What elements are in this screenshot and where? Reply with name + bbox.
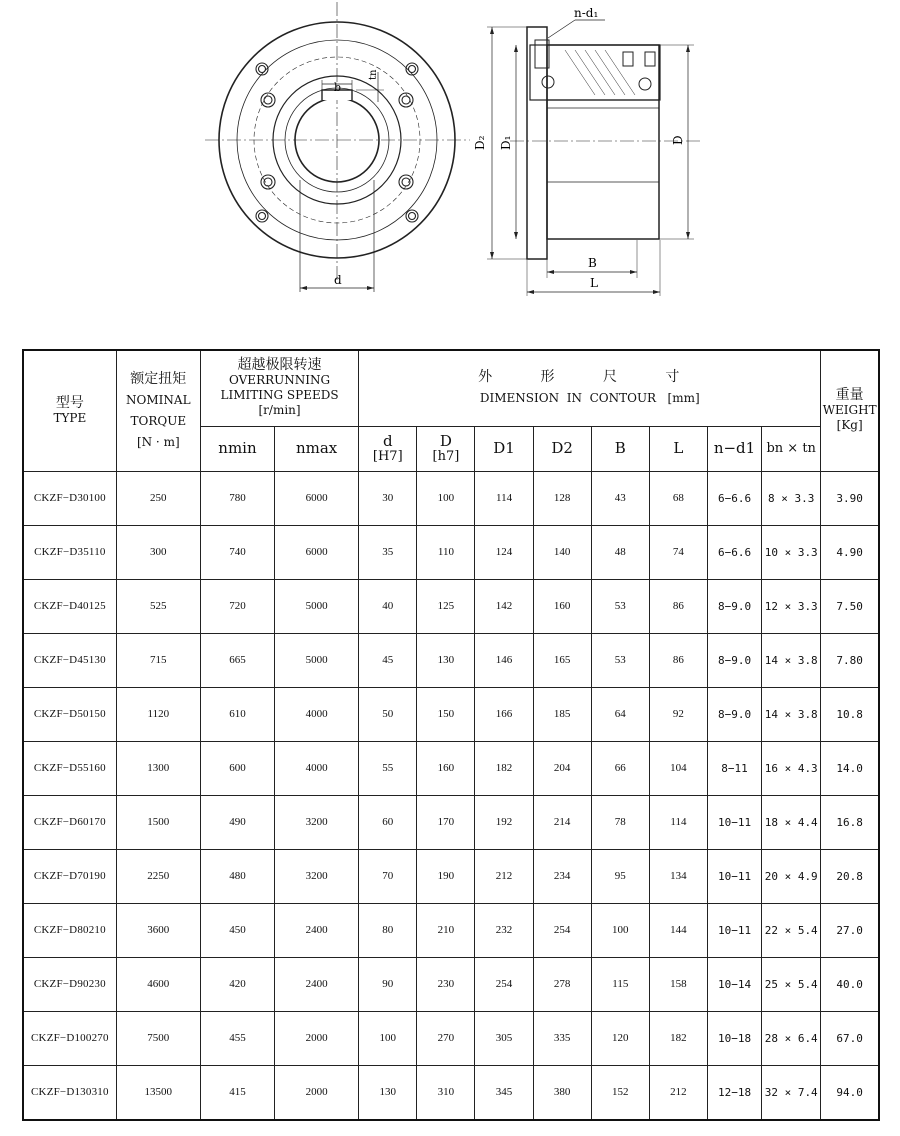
header-d: d [H7]	[359, 426, 417, 471]
cell-D2: 278	[533, 957, 591, 1011]
cell-type: CKZF−D60170	[23, 795, 116, 849]
cell-B: 64	[591, 687, 649, 741]
cell-nmin: 490	[200, 795, 274, 849]
cell-B: 100	[591, 903, 649, 957]
cell-type: CKZF−D70190	[23, 849, 116, 903]
cell-nmax: 6000	[275, 525, 359, 579]
cell-type: CKZF−D130310	[23, 1065, 116, 1120]
cell-B: 95	[591, 849, 649, 903]
cell-D1: 142	[475, 579, 533, 633]
cell-bt: 16 × 4.3	[762, 741, 821, 795]
cell-bt: 8 × 3.3	[762, 471, 821, 525]
cell-D: 230	[417, 957, 475, 1011]
cell-D2: 335	[533, 1011, 591, 1065]
cell-type: CKZF−D55160	[23, 741, 116, 795]
cell-d: 90	[359, 957, 417, 1011]
cell-D2: 140	[533, 525, 591, 579]
table-row	[23, 579, 879, 633]
cell-D: 150	[417, 687, 475, 741]
cell-B: 78	[591, 795, 649, 849]
drawing-svg	[0, 0, 900, 340]
cell-nmin: 420	[200, 957, 274, 1011]
cell-D2: 160	[533, 579, 591, 633]
cell-bt: 18 × 4.4	[762, 795, 821, 849]
cell-weight: 4.90	[821, 525, 879, 579]
cell-nd1: 10−18	[707, 1011, 761, 1065]
cell-d: 80	[359, 903, 417, 957]
header-nmin: nmin	[200, 426, 274, 471]
cell-D1: 124	[475, 525, 533, 579]
cell-L: 86	[649, 633, 707, 687]
cell-torque: 1120	[116, 687, 200, 741]
header-type: 型号 TYPE	[23, 350, 116, 471]
cell-D1: 192	[475, 795, 533, 849]
cell-nmin: 740	[200, 525, 274, 579]
table-row	[23, 1011, 879, 1065]
label-D2: D₂	[473, 135, 487, 150]
cell-torque: 7500	[116, 1011, 200, 1065]
cell-L: 134	[649, 849, 707, 903]
header-torque: 额定扭矩 NOMINAL TORQUE [N · m]	[116, 350, 200, 471]
cell-nmin: 600	[200, 741, 274, 795]
cell-nmax: 4000	[275, 687, 359, 741]
cell-nd1: 10−14	[707, 957, 761, 1011]
header-weight: 重量 WEIGHT [Kg]	[821, 350, 879, 471]
cell-D1: 232	[475, 903, 533, 957]
cell-weight: 67.0	[821, 1011, 879, 1065]
header-D1: D1	[475, 426, 533, 471]
cell-D2: 204	[533, 741, 591, 795]
cell-B: 152	[591, 1065, 649, 1120]
table-header	[23, 350, 879, 471]
cell-L: 86	[649, 579, 707, 633]
cell-nmax: 2000	[275, 1011, 359, 1065]
cell-B: 48	[591, 525, 649, 579]
cell-nmax: 5000	[275, 633, 359, 687]
cell-L: 144	[649, 903, 707, 957]
spec-table	[22, 349, 880, 1121]
label-nd1: n-d₁	[574, 6, 599, 20]
cell-weight: 10.8	[821, 687, 879, 741]
label-b: b	[334, 81, 342, 94]
cell-d: 100	[359, 1011, 417, 1065]
cell-nmax: 2000	[275, 1065, 359, 1120]
cell-nmax: 3200	[275, 849, 359, 903]
cell-D1: 212	[475, 849, 533, 903]
cell-bt: 10 × 3.3	[762, 525, 821, 579]
cell-nmax: 4000	[275, 741, 359, 795]
cell-type: CKZF−D80210	[23, 903, 116, 957]
cell-nmin: 415	[200, 1065, 274, 1120]
cell-D: 190	[417, 849, 475, 903]
cell-D: 210	[417, 903, 475, 957]
cell-d: 50	[359, 687, 417, 741]
table-row	[23, 957, 879, 1011]
cell-weight: 27.0	[821, 903, 879, 957]
cell-B: 66	[591, 741, 649, 795]
label-L: L	[590, 276, 598, 290]
cell-D: 125	[417, 579, 475, 633]
header-nd1: n−d1	[707, 426, 761, 471]
cell-type: CKZF−D90230	[23, 957, 116, 1011]
cell-weight: 20.8	[821, 849, 879, 903]
cell-nd1: 12−18	[707, 1065, 761, 1120]
cell-nmin: 480	[200, 849, 274, 903]
cell-d: 40	[359, 579, 417, 633]
cell-nd1: 8−11	[707, 741, 761, 795]
cell-D1: 305	[475, 1011, 533, 1065]
cell-weight: 40.0	[821, 957, 879, 1011]
label-D: D	[671, 135, 685, 145]
cell-d: 55	[359, 741, 417, 795]
cell-bt: 28 × 6.4	[762, 1011, 821, 1065]
label-d: d	[334, 273, 342, 287]
cell-nmax: 3200	[275, 795, 359, 849]
cell-L: 114	[649, 795, 707, 849]
cell-nmin: 450	[200, 903, 274, 957]
table-body	[23, 471, 879, 1120]
header-D: D [h7]	[417, 426, 475, 471]
table-row	[23, 1065, 879, 1120]
cell-d: 35	[359, 525, 417, 579]
cell-type: CKZF−D100270	[23, 1011, 116, 1065]
cell-nmin: 455	[200, 1011, 274, 1065]
cell-weight: 14.0	[821, 741, 879, 795]
cell-nd1: 6−6.6	[707, 525, 761, 579]
cell-B: 120	[591, 1011, 649, 1065]
cell-weight: 7.80	[821, 633, 879, 687]
cell-nd1: 8−9.0	[707, 633, 761, 687]
cell-D1: 345	[475, 1065, 533, 1120]
header-D2: D2	[533, 426, 591, 471]
cell-torque: 3600	[116, 903, 200, 957]
cell-nmax: 2400	[275, 957, 359, 1011]
cell-torque: 525	[116, 579, 200, 633]
cell-d: 30	[359, 471, 417, 525]
label-D1: D₁	[499, 135, 513, 150]
cell-nmax: 5000	[275, 579, 359, 633]
cell-nmin: 665	[200, 633, 274, 687]
cell-L: 212	[649, 1065, 707, 1120]
cell-D1: 146	[475, 633, 533, 687]
cell-D1: 254	[475, 957, 533, 1011]
cell-D2: 165	[533, 633, 591, 687]
cell-type: CKZF−D50150	[23, 687, 116, 741]
cell-bt: 22 × 5.4	[762, 903, 821, 957]
cell-bt: 32 × 7.4	[762, 1065, 821, 1120]
table-row	[23, 687, 879, 741]
cell-torque: 300	[116, 525, 200, 579]
cell-B: 53	[591, 633, 649, 687]
cell-weight: 7.50	[821, 579, 879, 633]
cell-D1: 166	[475, 687, 533, 741]
cell-D2: 128	[533, 471, 591, 525]
cell-type: CKZF−D40125	[23, 579, 116, 633]
cell-D: 170	[417, 795, 475, 849]
table-row	[23, 525, 879, 579]
cell-torque: 13500	[116, 1065, 200, 1120]
cell-D: 310	[417, 1065, 475, 1120]
header-B: B	[591, 426, 649, 471]
cell-nd1: 10−11	[707, 903, 761, 957]
cell-nmin: 720	[200, 579, 274, 633]
cell-torque: 1300	[116, 741, 200, 795]
cell-torque: 1500	[116, 795, 200, 849]
table-row	[23, 795, 879, 849]
table-row	[23, 741, 879, 795]
cell-weight: 16.8	[821, 795, 879, 849]
cell-nd1: 10−11	[707, 849, 761, 903]
cell-D1: 182	[475, 741, 533, 795]
cell-B: 43	[591, 471, 649, 525]
cell-weight: 3.90	[821, 471, 879, 525]
header-bt: bn × tn	[762, 426, 821, 471]
cell-type: CKZF−D30100	[23, 471, 116, 525]
label-B: B	[588, 256, 597, 270]
cell-nmin: 610	[200, 687, 274, 741]
cell-L: 74	[649, 525, 707, 579]
cell-L: 92	[649, 687, 707, 741]
header-dimension: 外 形 尺 寸 DIMENSION IN CONTOUR [mm]	[359, 350, 821, 426]
cell-torque: 4600	[116, 957, 200, 1011]
header-L: L	[649, 426, 707, 471]
cell-bt: 12 × 3.3	[762, 579, 821, 633]
table-row	[23, 903, 879, 957]
cell-d: 60	[359, 795, 417, 849]
table-row	[23, 849, 879, 903]
cell-d: 45	[359, 633, 417, 687]
cell-L: 182	[649, 1011, 707, 1065]
cell-B: 53	[591, 579, 649, 633]
cell-d: 130	[359, 1065, 417, 1120]
table-row	[23, 633, 879, 687]
cell-torque: 250	[116, 471, 200, 525]
cell-bt: 14 × 3.8	[762, 633, 821, 687]
header-nmax: nmax	[275, 426, 359, 471]
cell-nmax: 6000	[275, 471, 359, 525]
cell-D: 100	[417, 471, 475, 525]
cell-D: 130	[417, 633, 475, 687]
cell-D: 160	[417, 741, 475, 795]
cell-D2: 234	[533, 849, 591, 903]
cell-bt: 25 × 5.4	[762, 957, 821, 1011]
cell-D2: 380	[533, 1065, 591, 1120]
header-speed: 超越极限转速 OVERRUNNING LIMITING SPEEDS [r/min]	[200, 350, 358, 426]
side-view	[487, 20, 700, 296]
cell-nd1: 6−6.6	[707, 471, 761, 525]
cell-nd1: 10−11	[707, 795, 761, 849]
cell-bt: 14 × 3.8	[762, 687, 821, 741]
cell-D: 110	[417, 525, 475, 579]
cell-D1: 114	[475, 471, 533, 525]
cell-d: 70	[359, 849, 417, 903]
cell-L: 68	[649, 471, 707, 525]
cell-nmax: 2400	[275, 903, 359, 957]
cell-torque: 715	[116, 633, 200, 687]
label-tn: tn	[368, 69, 379, 80]
cell-L: 158	[649, 957, 707, 1011]
cell-B: 115	[591, 957, 649, 1011]
table-row	[23, 471, 879, 525]
cell-nd1: 8−9.0	[707, 687, 761, 741]
cell-D2: 214	[533, 795, 591, 849]
cell-torque: 2250	[116, 849, 200, 903]
cell-nmin: 780	[200, 471, 274, 525]
cell-nd1: 8−9.0	[707, 579, 761, 633]
cell-bt: 20 × 4.9	[762, 849, 821, 903]
cell-L: 104	[649, 741, 707, 795]
cell-D2: 254	[533, 903, 591, 957]
cell-D: 270	[417, 1011, 475, 1065]
cell-type: CKZF−D35110	[23, 525, 116, 579]
front-view	[205, 2, 470, 292]
technical-drawings	[0, 0, 900, 340]
cell-D2: 185	[533, 687, 591, 741]
cell-weight: 94.0	[821, 1065, 879, 1120]
cell-type: CKZF−D45130	[23, 633, 116, 687]
